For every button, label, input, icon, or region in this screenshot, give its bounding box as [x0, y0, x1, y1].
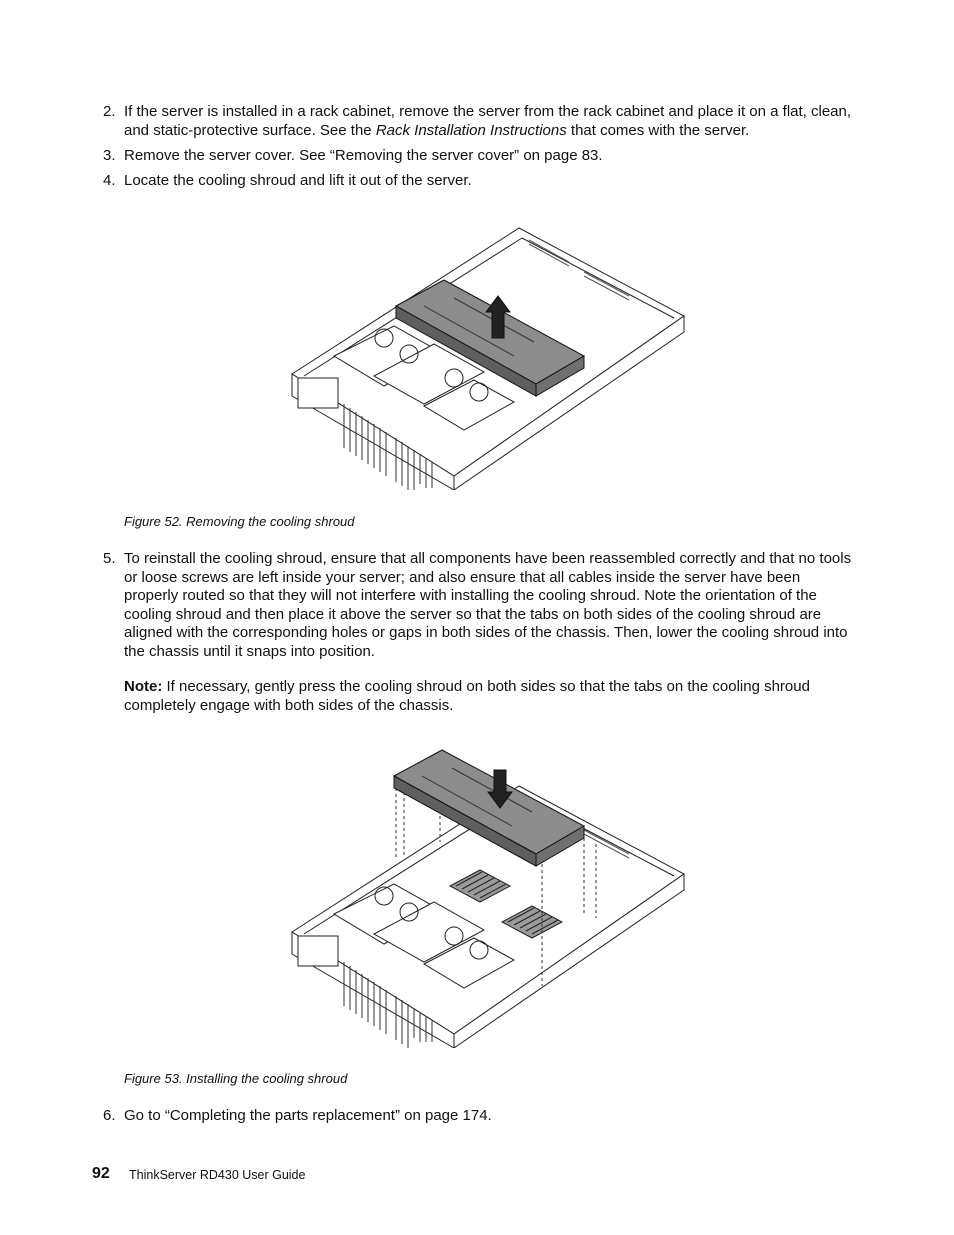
figure-53-server-shroud-installation: [284, 746, 688, 1048]
step-3: [103, 147, 853, 166]
step-number: 4.: [103, 172, 116, 189]
figure-52-caption: Figure 52. Removing the cooling shroud: [124, 514, 355, 529]
step-text: Remove the server cover. See “Removing the server cover” on page 83.: [124, 147, 603, 164]
step-6: [103, 1107, 853, 1126]
doc-reference: Rack Installation Instructions: [375, 121, 567, 139]
step-5: [103, 550, 853, 661]
step-text: Locate the cooling shroud and lift it out of the server.: [124, 172, 472, 189]
note-label: Note:: [124, 678, 163, 695]
step-2: [103, 103, 853, 140]
step-number: 5.: [103, 550, 116, 567]
figure-53-caption: Figure 53. Installing the cooling shroud: [124, 1071, 348, 1086]
step-number: 2.: [103, 103, 116, 120]
step-4: [103, 172, 853, 191]
figure-52-server-shroud-removal: [284, 226, 688, 490]
step-text: Go to “Completing the parts replacement” on page 174.: [124, 1107, 492, 1124]
step-number: 6.: [103, 1107, 116, 1124]
step-text: To reinstall the cooling shroud, ensure that all components have been reassembled correctly and that no tools or loose screws are left inside your server; and also ensure that all cables inside the server have been properly routed so that they will not interfere with installing the cooling shroud. Note the orientation of the cooling shroud and then place it above the server so that the tabs on both sides of the cooling shroud are aligned with the corresponding holes or gaps in both sides of the chassis. Then, lower the cooling shroud into the chassis until it snaps into position.: [124, 550, 852, 660]
note: [124, 678, 852, 715]
note-text: If necessary, gently press the cooling shroud on both sides so that the tabs on the cooling shroud completely engage with both sides of the chassis.: [124, 678, 810, 714]
document-title: ThinkServer RD430 User Guide: [129, 1168, 306, 1182]
page-number: 92: [92, 1165, 110, 1182]
step-number: 3.: [103, 147, 116, 164]
step-text: If the server is installed in a rack cabinet, remove the server from the rack cabinet and place it on a flat, clean, and static-protective surface. See the Rack Installation Instructions that comes with the server.: [124, 103, 852, 139]
